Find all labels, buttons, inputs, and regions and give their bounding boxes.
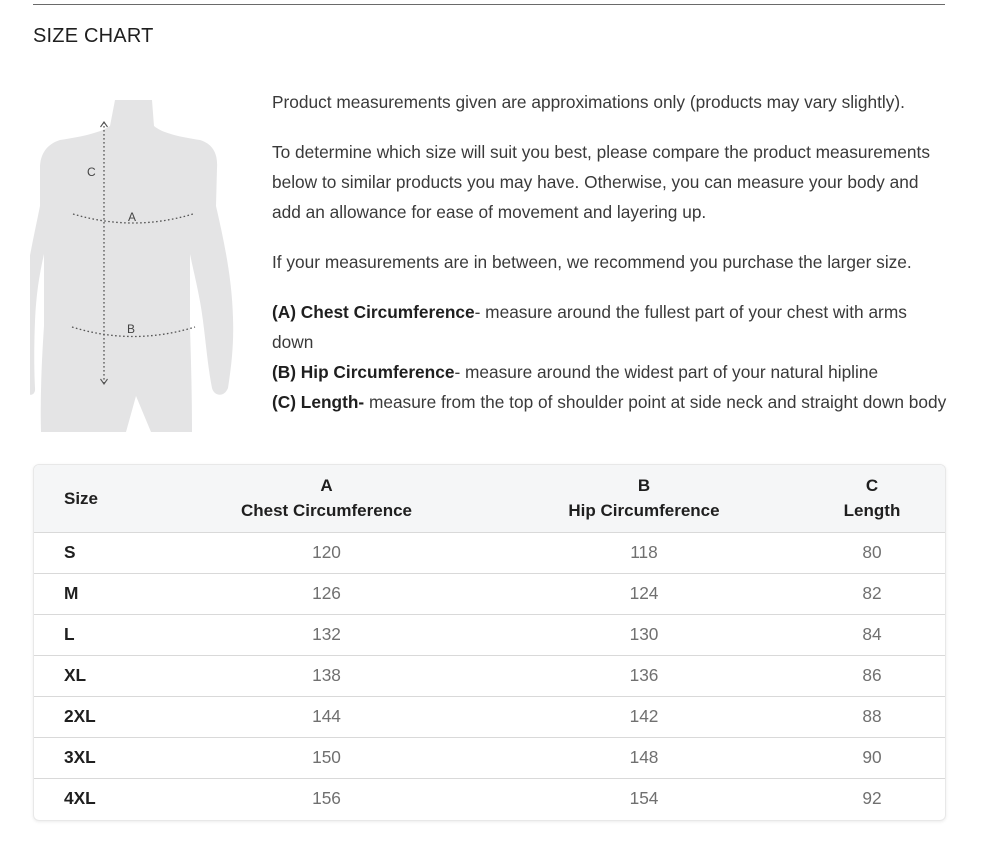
hip-definition — [272, 357, 952, 387]
hip-cell: 148 — [629, 747, 659, 767]
comparison-note: To determine which size will suit you best, please compare the product measurements below to similar products you may have. Otherwise, you can measure your body and add an allowance for ease of movement and layering up. — [272, 142, 930, 222]
table-row — [34, 737, 945, 778]
length-cell: 88 — [862, 706, 882, 726]
size-cell: XL — [64, 665, 87, 685]
size-cell: 3XL — [64, 747, 96, 767]
between-sizes-note: If your measurements are in between, we recommend you purchase the larger size. — [272, 252, 912, 272]
table-header-row — [34, 465, 945, 532]
header-chest-letter: A — [320, 476, 333, 496]
measurement-figure — [30, 96, 240, 436]
size-cell: L — [64, 624, 75, 644]
chest-cell: 138 — [312, 665, 341, 685]
table-row — [34, 778, 945, 819]
label-b: B — [127, 322, 136, 336]
hip-text: - measure around the widest part of your natural hipline — [454, 362, 879, 382]
size-cell: 4XL — [64, 788, 96, 809]
length-cell: 90 — [862, 747, 882, 767]
chest-cell: 150 — [312, 747, 341, 767]
size-cell: 2XL — [64, 706, 96, 726]
header-size — [34, 465, 164, 532]
chest-cell: 156 — [312, 788, 341, 809]
length-definition — [272, 387, 952, 417]
top-divider — [33, 4, 945, 5]
label-a: A — [128, 210, 137, 224]
header-hip — [489, 465, 799, 532]
header-size-label: Size — [64, 488, 99, 508]
header-length — [799, 465, 945, 532]
length-cell: 80 — [862, 542, 882, 562]
table-row — [34, 532, 945, 573]
hip-cell: 118 — [630, 542, 658, 562]
hip-term: (B) Hip Circumference — [272, 362, 455, 382]
chest-cell: 132 — [312, 624, 341, 644]
table-row — [34, 614, 945, 655]
length-cell: 92 — [862, 788, 882, 809]
body-silhouette — [30, 96, 240, 436]
length-cell: 84 — [862, 624, 882, 644]
length-cell: 82 — [862, 583, 882, 603]
hip-cell: 142 — [629, 706, 659, 726]
size-cell: M — [64, 583, 79, 603]
chest-text: - measure around the fullest part of your chest with arms down — [272, 302, 907, 352]
hip-cell: 130 — [629, 624, 659, 644]
size-table — [34, 465, 945, 819]
size-guidance — [272, 87, 952, 417]
length-term: (C) Length- — [272, 392, 365, 412]
hip-cell: 154 — [629, 788, 659, 809]
chest-cell: 126 — [312, 583, 341, 603]
table-row — [34, 696, 945, 737]
header-chest-label: Chest Circumference — [240, 501, 412, 521]
chest-definition — [272, 297, 952, 357]
chest-term: (A) Chest Circumference — [272, 302, 475, 322]
size-cell: S — [64, 542, 76, 562]
header-hip-label: Hip Circumference — [568, 501, 720, 521]
length-cell: 86 — [862, 665, 882, 685]
chest-cell: 120 — [312, 542, 341, 562]
hip-cell: 136 — [629, 665, 659, 685]
header-length-label: Length — [843, 501, 901, 521]
size-table-card — [33, 464, 946, 821]
header-chest — [164, 465, 489, 532]
length-text: measure from the top of shoulder point at side neck and straight down body — [364, 392, 947, 412]
table-row — [34, 573, 945, 614]
page-title: SIZE CHART — [33, 25, 154, 47]
label-c: C — [87, 165, 96, 179]
chest-cell: 144 — [312, 706, 341, 726]
approximation-note: Product measurements given are approximations only (products may vary slightly). — [272, 92, 905, 112]
table-row — [34, 655, 945, 696]
header-hip-letter: B — [637, 476, 651, 496]
header-length-letter: C — [865, 476, 879, 496]
hip-cell: 124 — [629, 583, 659, 603]
